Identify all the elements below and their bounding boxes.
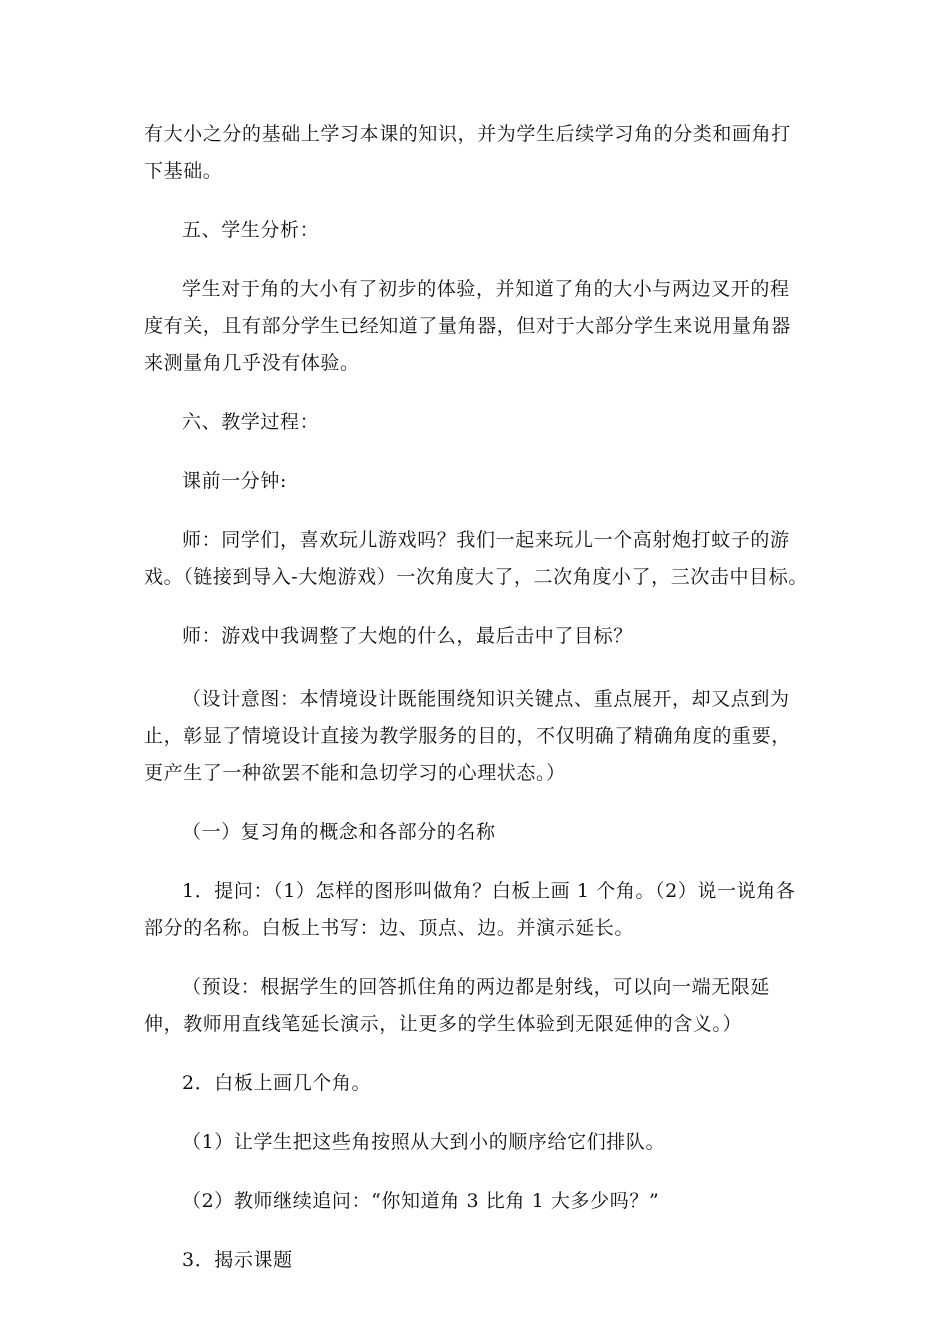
paragraph-question-1: 1．提问：（1）怎样的图形叫做角？白板上画 1 个角。（2）说一说角各部分的名称。白板上书写：边、顶点、边。并演示延长。 xyxy=(144,880,796,939)
paragraph-item-2: 2．白板上画几个角。 xyxy=(182,1072,372,1094)
paragraph-design-intent: （设计意图：本情境设计既能围绕知识关键点、重点展开，却又点到为止，彰显了情境设计直接为教学服务的目的，不仅明确了精确角度的重要，更产生了一种欲罢不能和急切学习的心理状态。） xyxy=(144,688,791,784)
paragraph-item-3: 3．揭示课题 xyxy=(182,1249,293,1271)
paragraph-continuation: 有大小之分的基础上学习本课的知识，并为学生后续学习角的分类和画角打下基础。 xyxy=(144,123,791,182)
paragraph-sub-1: （1）让学生把这些角按照从大到小的顺序给它们排队。 xyxy=(182,1131,666,1153)
paragraph-teacher-game: 师：同学们，喜欢玩儿游戏吗？我们一起来玩儿一个高射炮打蚊子的游戏。（链接到导入-大炮游戏）一次角度大了，二次角度小了，三次击中目标。 xyxy=(144,529,808,588)
paragraph-sub-2: （2）教师继续追问：“你知道角 3 比角 1 大多少吗？” xyxy=(182,1190,660,1212)
heading-review-angle: （一）复习角的概念和各部分的名称 xyxy=(182,821,496,843)
paragraph-preset: （预设：根据学生的回答抓住角的两边都是射线，可以向一端无限延伸，教师用直线笔延长演示，让更多的学生体验到无限延伸的含义。） xyxy=(144,976,771,1035)
document-body xyxy=(144,116,808,1279)
heading-student-analysis: 五、学生分析： xyxy=(182,219,320,241)
heading-teaching-process: 六、教学过程： xyxy=(182,411,320,433)
paragraph-student-analysis: 学生对于角的大小有了初步的体验，并知道了角的大小与两边叉开的程度有关，且有部分学生已经知道了量角器，但对于大部分学生来说用量角器来测量角几乎没有体验。 xyxy=(144,278,791,374)
paragraph-teacher-question: 师：游戏中我调整了大炮的什么，最后击中了目标？ xyxy=(182,625,633,647)
paragraph-pre-class: 课前一分钟: xyxy=(182,470,288,492)
